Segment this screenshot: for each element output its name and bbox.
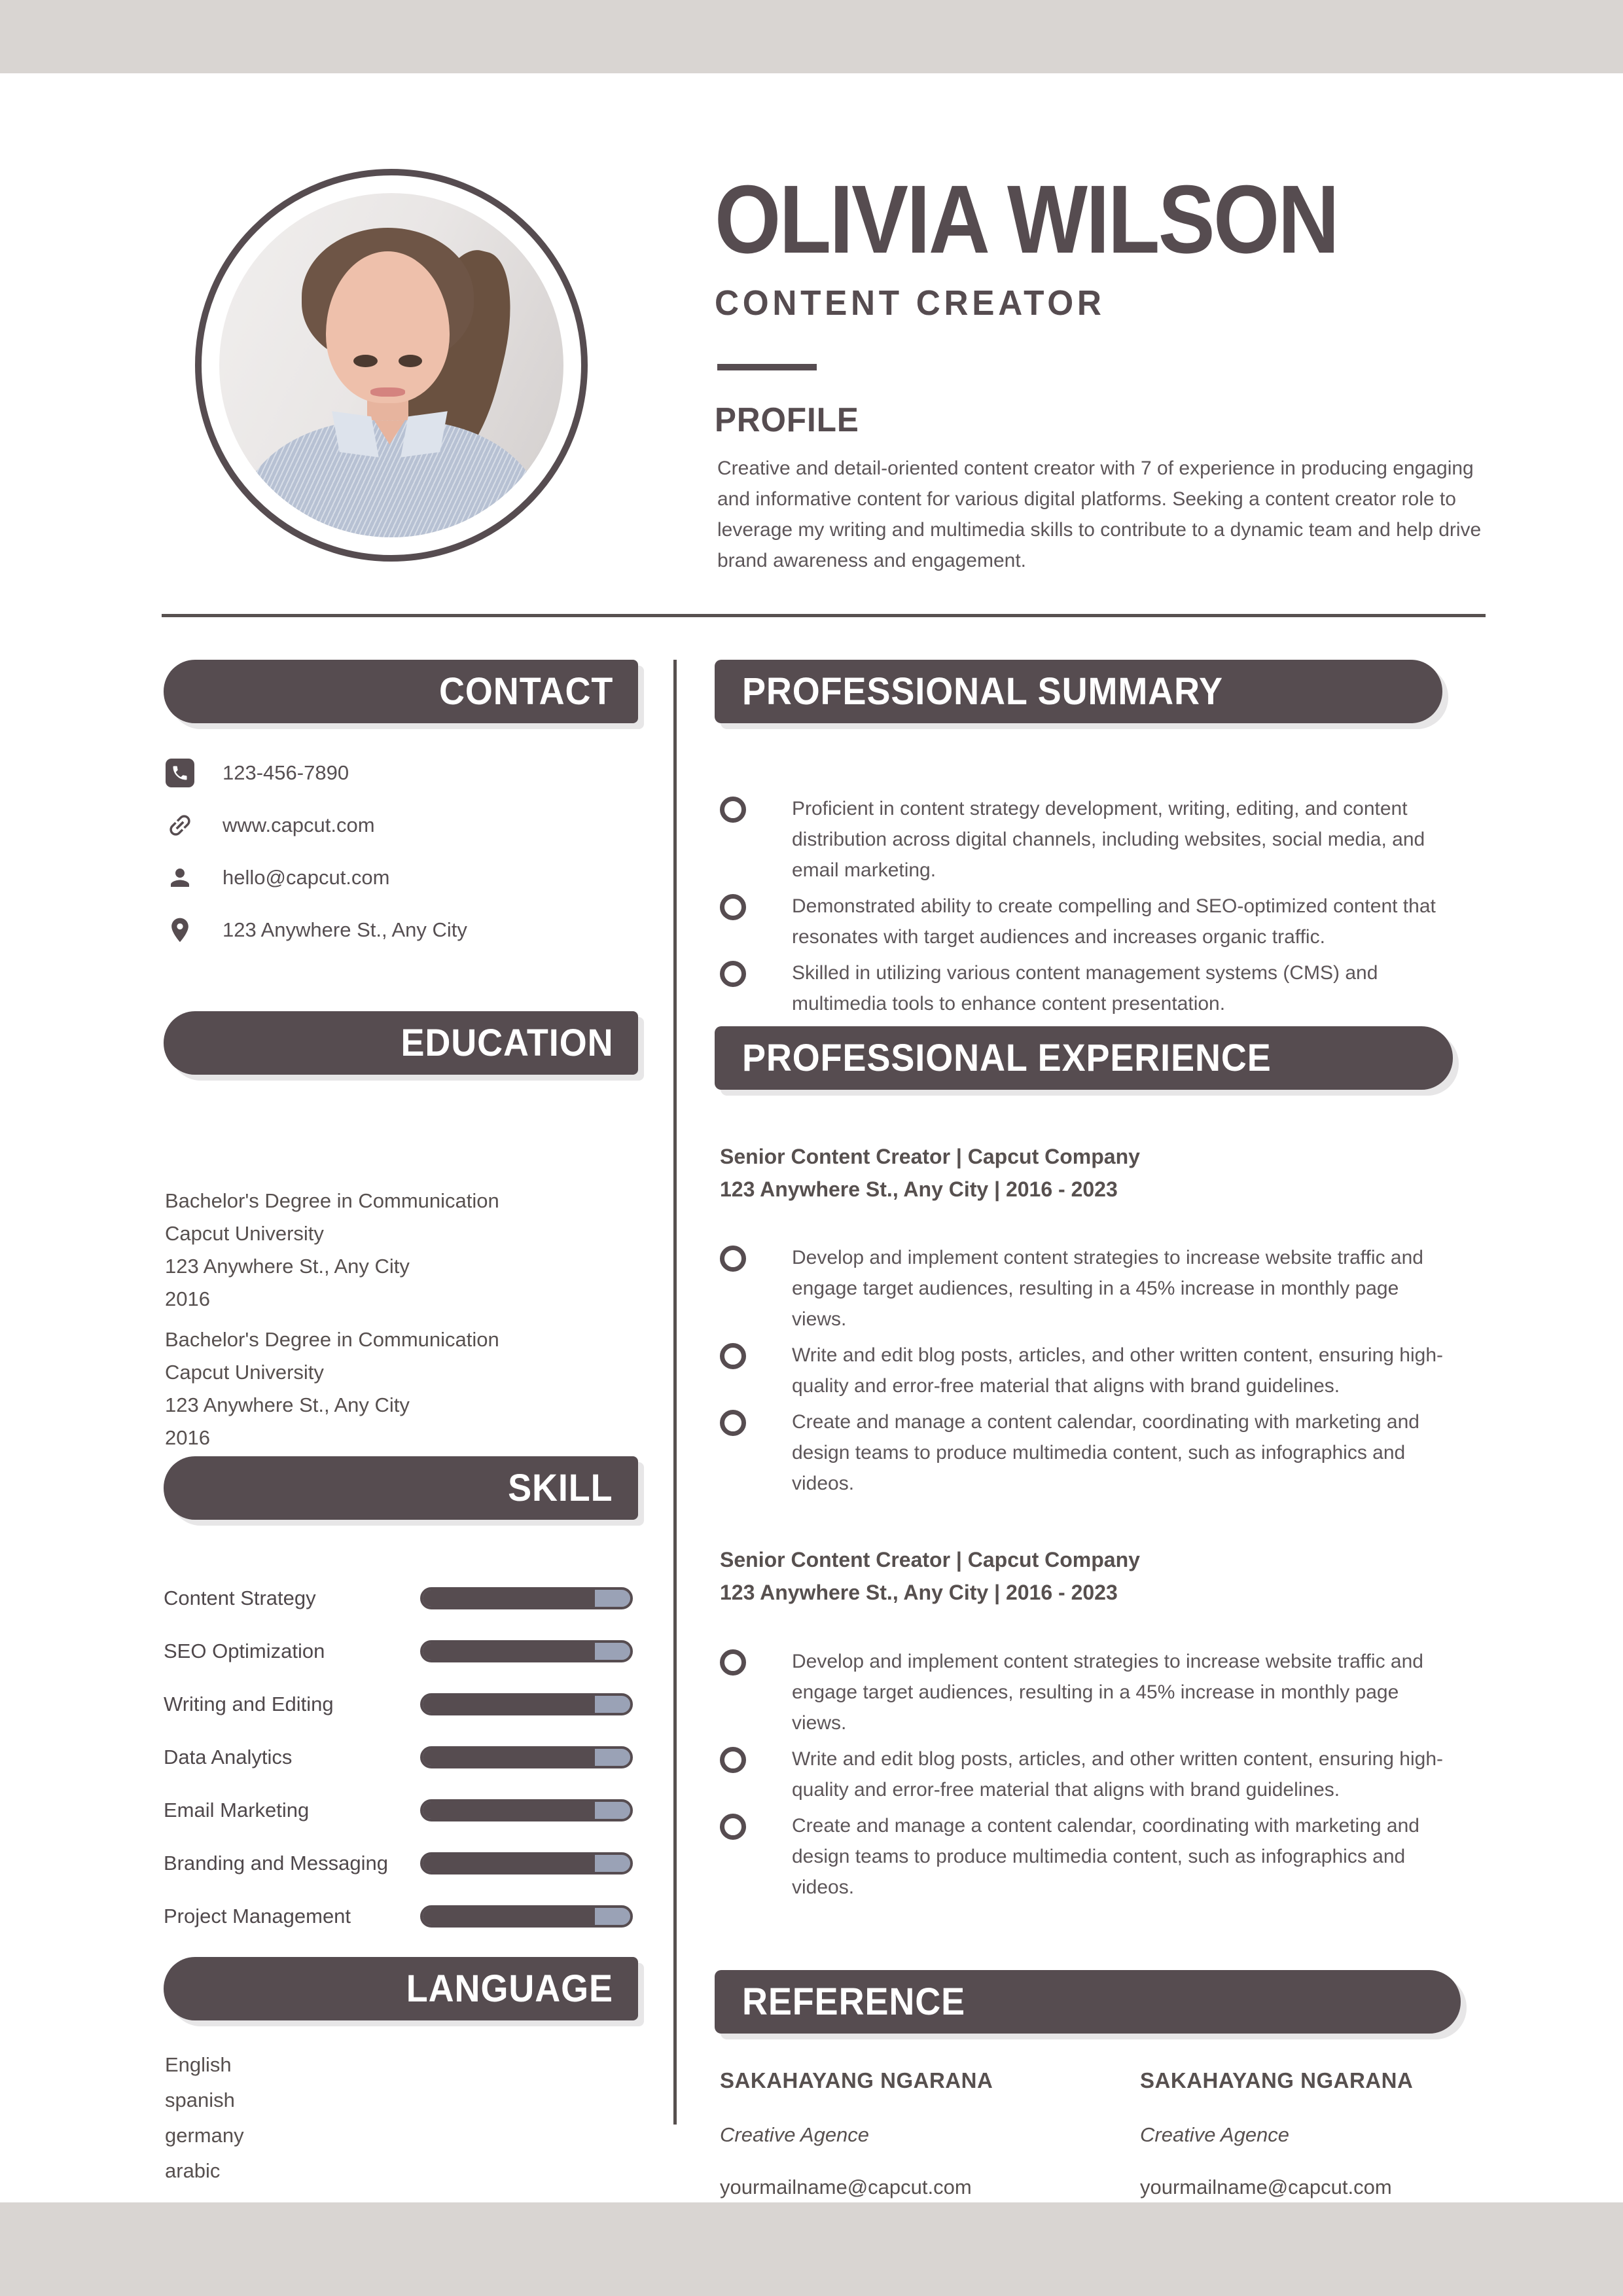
job-bullet	[720, 1242, 1459, 1335]
education-section-header	[164, 1011, 638, 1075]
skill-label: Project Management	[164, 1905, 351, 1928]
person-role: CONTENT CREATOR	[715, 283, 1105, 323]
job-bullet	[720, 1646, 1459, 1738]
skill-fill	[423, 1802, 595, 1819]
skill-row	[164, 1848, 638, 1879]
language-list	[165, 2047, 244, 2189]
job-header	[720, 1140, 1440, 1206]
email-link[interactable]: hello@capcut.com	[223, 866, 390, 889]
education-entry	[165, 1323, 636, 1454]
phone-icon	[165, 758, 195, 788]
skill-label: Email Marketing	[164, 1799, 310, 1821]
contact-row-phone	[165, 758, 467, 788]
skill-row	[164, 1689, 638, 1720]
experience-heading: PROFESSIONAL EXPERIENCE	[742, 1037, 1272, 1079]
bullet-ring-icon	[720, 1747, 746, 1773]
location-icon	[165, 915, 195, 945]
reference-heading: REFERENCE	[742, 1981, 966, 2023]
education-year: 2016	[165, 1287, 210, 1310]
skill-section-header	[164, 1456, 638, 1520]
language-item: arabic	[165, 2159, 221, 2182]
photo-eye	[353, 355, 378, 367]
reference-email[interactable]: yourmailname@capcut.com	[1140, 2176, 1392, 2198]
skill-fill	[423, 1908, 595, 1925]
education-heading: EDUCATION	[400, 1022, 613, 1064]
link-icon	[165, 810, 195, 840]
profile-photo	[219, 193, 563, 537]
skill-bar	[420, 1905, 633, 1928]
language-item: germany	[165, 2124, 244, 2147]
skill-bar	[420, 1640, 633, 1662]
skill-fill	[423, 1643, 595, 1660]
contact-row-website	[165, 810, 467, 840]
contact-row-email	[165, 863, 467, 893]
summary-bullet-list	[720, 793, 1459, 1019]
job-title: Senior Content Creator | Capcut Company	[720, 1145, 1140, 1168]
profile-rule	[717, 364, 817, 370]
summary-bullet	[720, 793, 1459, 886]
job-bullet-list	[720, 1242, 1459, 1499]
skill-row	[164, 1742, 638, 1773]
reference-entry	[720, 2068, 1113, 2199]
summary-section-header	[715, 660, 1442, 723]
bullet-ring-icon	[720, 961, 746, 987]
job-bullet-text: Write and edit blog posts, articles, and other written content, ensuring high-quality and error-free material that aligns with brand guidelines.	[792, 1344, 1443, 1397]
job-bullet	[720, 1810, 1459, 1903]
job-bullet	[720, 1407, 1459, 1499]
skill-label: Branding and Messaging	[164, 1852, 388, 1874]
job-bullet-text: Write and edit blog posts, articles, and other written content, ensuring high-quality and error-free material that aligns with brand guidelines.	[792, 1748, 1443, 1801]
job-meta: 123 Anywhere St., Any City | 2016 - 2023	[720, 1177, 1118, 1201]
contact-row-address	[165, 915, 467, 945]
top-margin-band	[0, 0, 1623, 73]
profile-text: Creative and detail-oriented content creator with 7 of experience in producing engaging and informative content for various digital platforms. Seeking a content creator role to leverage my writing and multimedia skills to contribute to a dynamic team and help drive brand awareness and engagement.	[717, 457, 1482, 571]
address-text: 123 Anywhere St., Any City	[223, 918, 467, 941]
photo-lips	[370, 387, 405, 397]
summary-bullet	[720, 958, 1459, 1019]
job-meta: 123 Anywhere St., Any City | 2016 - 2023	[720, 1581, 1118, 1604]
skill-row	[164, 1795, 638, 1826]
language-item: English	[165, 2053, 232, 2076]
skill-label: Data Analytics	[164, 1746, 293, 1768]
education-school: Capcut University	[165, 1361, 324, 1384]
summary-bullet-text: Demonstrated ability to create compelling and SEO-optimized content that resonates with target audiences and increases organic traffic.	[792, 895, 1436, 948]
education-address: 123 Anywhere St., Any City	[165, 1255, 410, 1278]
skill-bar	[420, 1799, 633, 1821]
skill-bar	[420, 1693, 633, 1715]
education-address: 123 Anywhere St., Any City	[165, 1393, 410, 1416]
education-entry	[165, 1185, 636, 1316]
job-bullet-text: Develop and implement content strategies to increase website traffic and engage target audiences, resulting in a 45% increase in monthly page views.	[792, 1651, 1423, 1734]
language-heading: LANGUAGE	[406, 1967, 613, 2010]
skill-bar	[420, 1746, 633, 1768]
reference-company: Creative Agence	[720, 2123, 870, 2146]
skill-label: SEO Optimization	[164, 1640, 325, 1662]
skill-fill	[423, 1590, 595, 1607]
skill-row	[164, 1583, 638, 1614]
experience-section-header	[715, 1026, 1453, 1090]
education-degree: Bachelor's Degree in Communication	[165, 1328, 499, 1351]
job-bullet	[720, 1744, 1459, 1805]
profile-heading: PROFILE	[715, 401, 859, 439]
reference-name: SAKAHAYANG NGARANA	[1140, 2068, 1414, 2092]
job-bullet	[720, 1340, 1459, 1401]
bullet-ring-icon	[720, 1814, 746, 1840]
education-school: Capcut University	[165, 1222, 324, 1245]
skill-label: Writing and Editing	[164, 1693, 334, 1715]
reference-name: SAKAHAYANG NGARANA	[720, 2068, 993, 2092]
bottom-margin-band	[0, 2202, 1623, 2296]
summary-heading: PROFESSIONAL SUMMARY	[742, 670, 1223, 713]
education-year: 2016	[165, 1426, 210, 1449]
reference-company: Creative Agence	[1140, 2123, 1290, 2146]
skill-bar	[420, 1587, 633, 1609]
job-bullet-list	[720, 1646, 1459, 1903]
job-bullet-text: Create and manage a content calendar, coordinating with marketing and design teams to produce multimedia content, such as infographics and videos.	[792, 1411, 1419, 1494]
summary-bullet-text: Skilled in utilizing various content management systems (CMS) and multimedia tools to enhance content presentation.	[792, 962, 1378, 1014]
job-bullet-text: Develop and implement content strategies to increase website traffic and engage target audiences, resulting in a 45% increase in monthly page views.	[792, 1247, 1423, 1330]
skill-fill	[423, 1749, 595, 1766]
reference-email[interactable]: yourmailname@capcut.com	[720, 2176, 972, 2198]
skill-label: Content Strategy	[164, 1587, 316, 1609]
skill-fill	[423, 1696, 595, 1713]
summary-bullet	[720, 891, 1459, 952]
job-header	[720, 1543, 1440, 1609]
bullet-ring-icon	[720, 894, 746, 920]
bullet-ring-icon	[720, 1246, 746, 1272]
bullet-ring-icon	[720, 1343, 746, 1369]
phone-number: 123-456-7890	[223, 761, 349, 784]
skill-heading: SKILL	[508, 1467, 613, 1509]
person-name: OLIVIA WILSON	[715, 166, 1338, 274]
column-divider	[673, 660, 677, 2125]
header-divider	[162, 614, 1486, 617]
skill-row	[164, 1636, 638, 1667]
contact-list	[165, 758, 467, 945]
bullet-ring-icon	[720, 1410, 746, 1436]
summary-bullet-text: Proficient in content strategy development, writing, editing, and content distribution across digital channels, including websites, social media, and email marketing.	[792, 798, 1425, 881]
website-link[interactable]: www.capcut.com	[223, 814, 375, 836]
person-icon	[165, 863, 195, 893]
skill-fill	[423, 1855, 595, 1872]
skill-list	[164, 1583, 638, 1932]
language-section-header	[164, 1957, 638, 2020]
job-bullet-text: Create and manage a content calendar, coordinating with marketing and design teams to produce multimedia content, such as infographics and videos.	[792, 1815, 1419, 1898]
contact-section-header	[164, 660, 638, 723]
contact-heading: CONTACT	[438, 670, 613, 713]
skill-bar	[420, 1852, 633, 1874]
skill-row	[164, 1901, 638, 1932]
education-degree: Bachelor's Degree in Communication	[165, 1189, 499, 1212]
reference-entry	[1140, 2068, 1533, 2199]
bullet-ring-icon	[720, 797, 746, 823]
bullet-ring-icon	[720, 1649, 746, 1676]
job-title: Senior Content Creator | Capcut Company	[720, 1548, 1140, 1571]
language-item: spanish	[165, 2089, 235, 2111]
reference-section-header	[715, 1970, 1461, 2034]
